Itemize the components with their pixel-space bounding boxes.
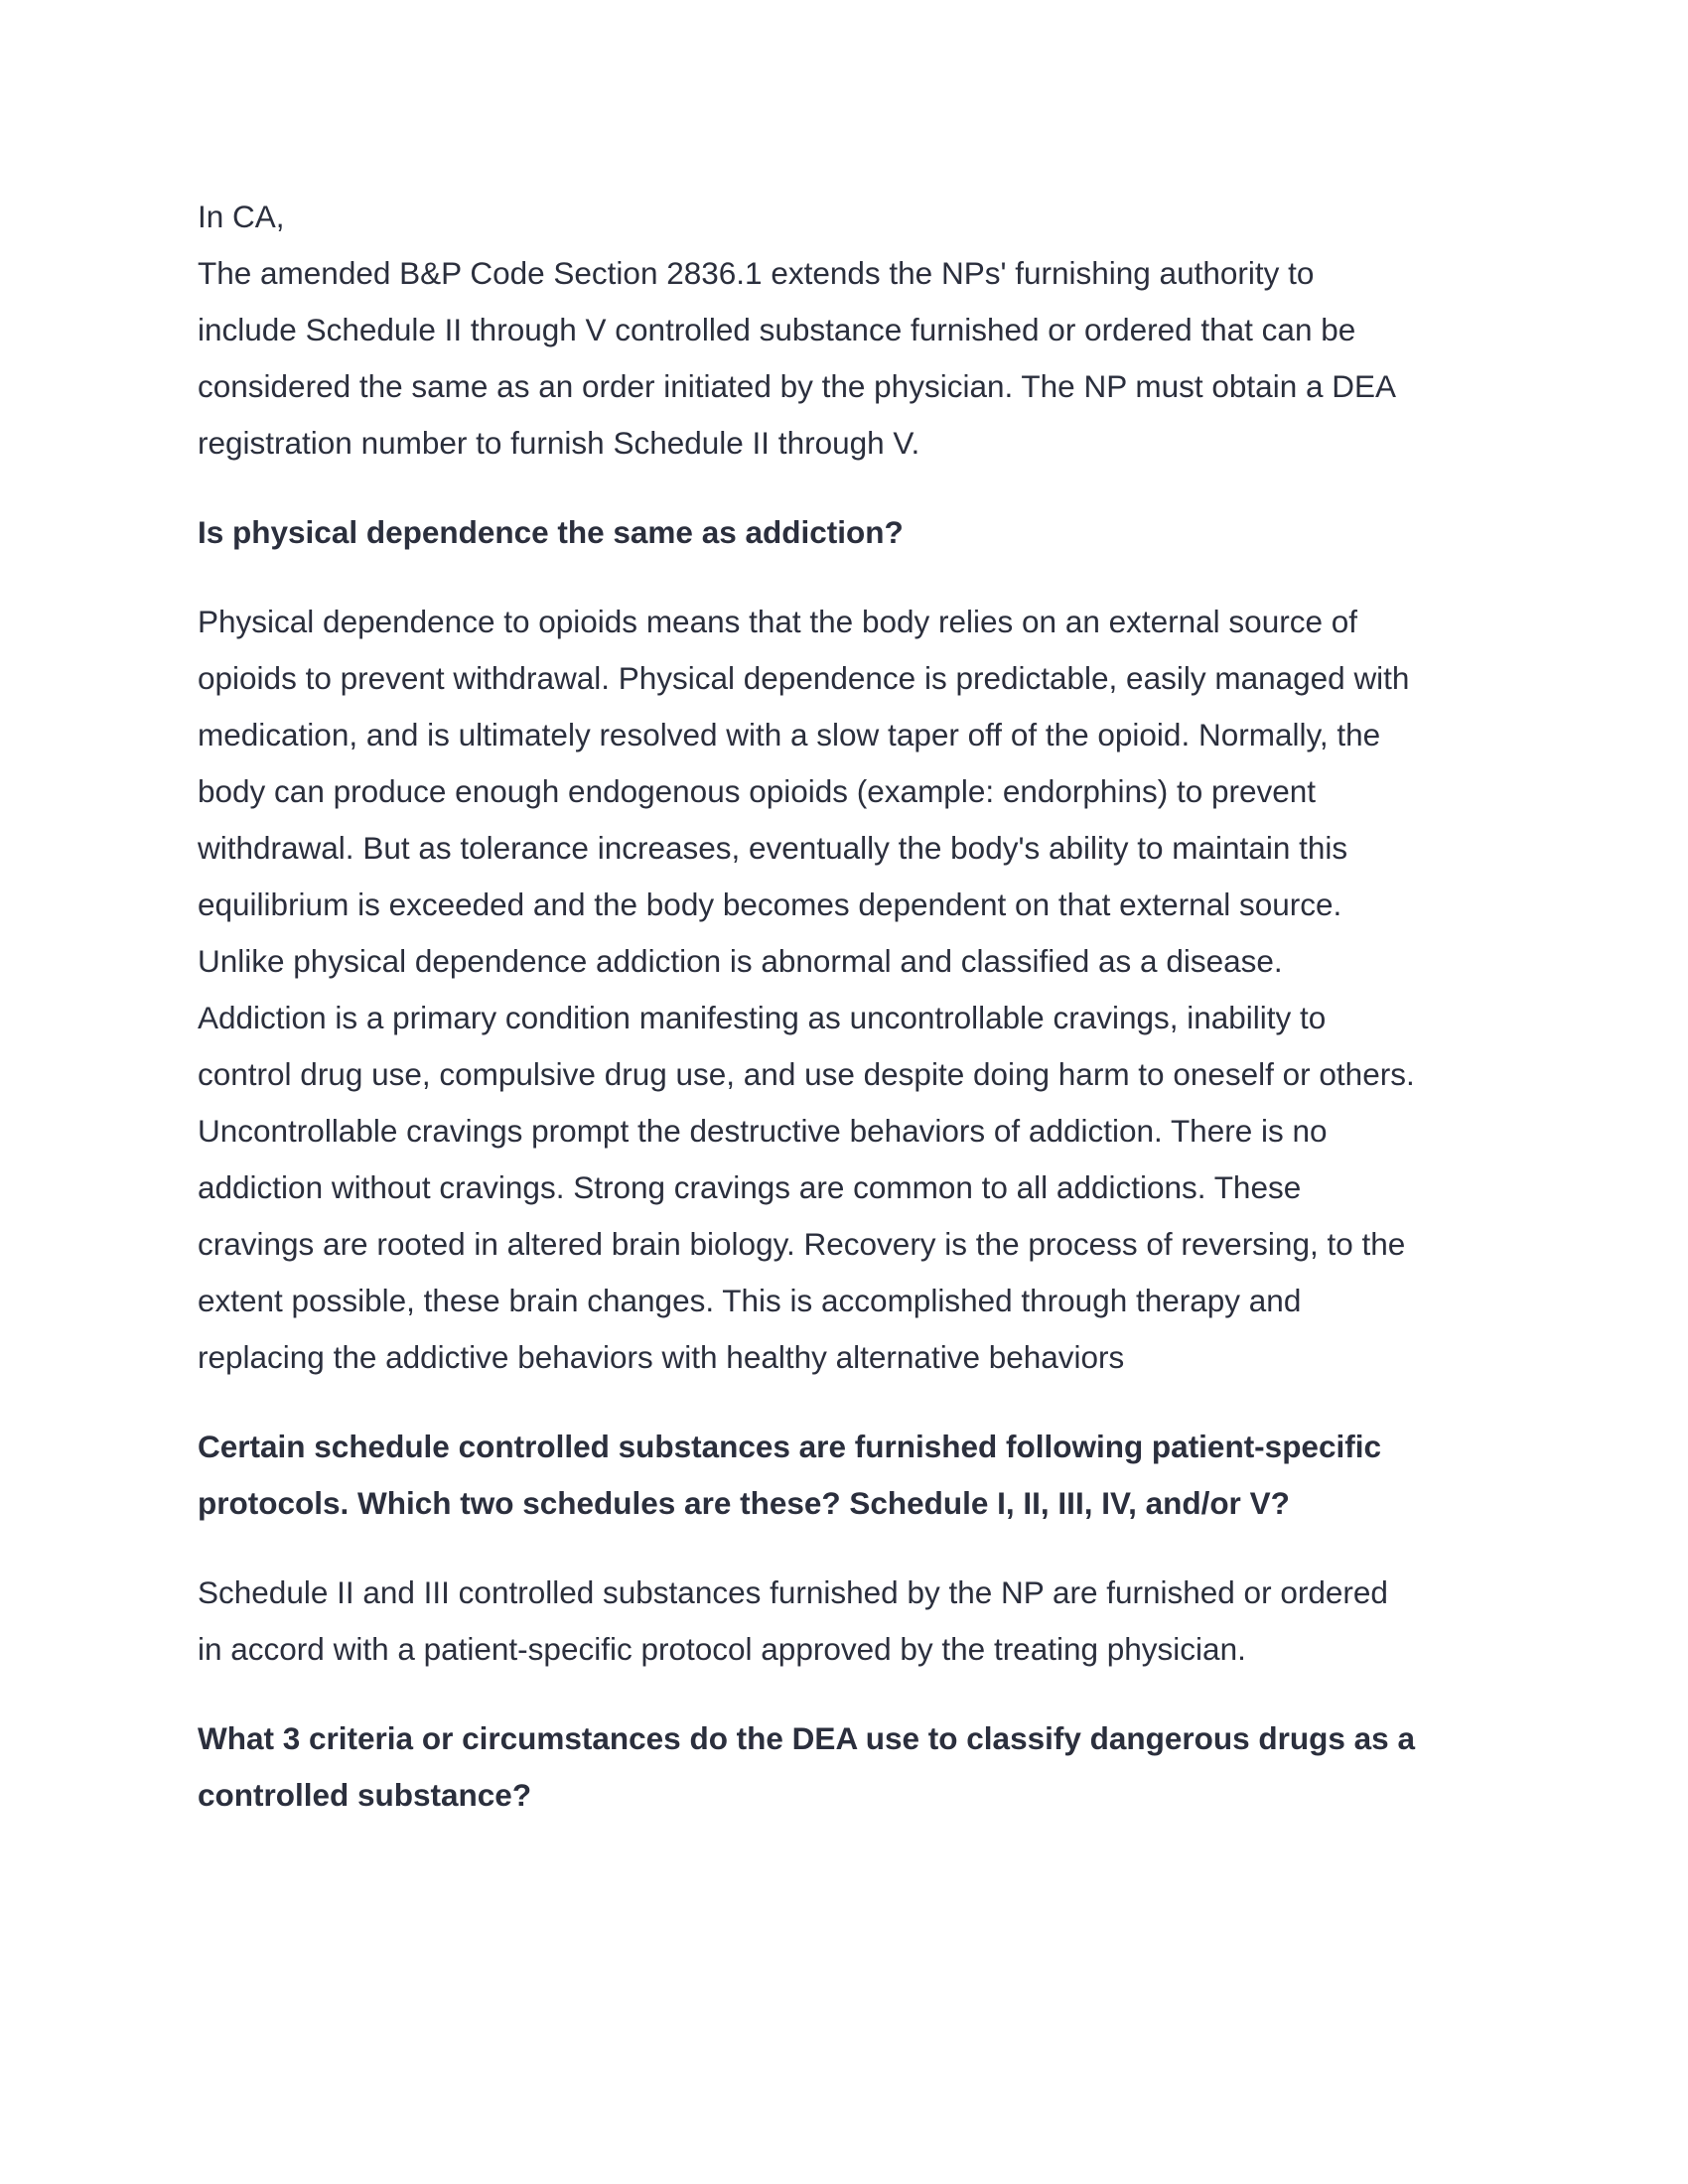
text-line: protocols. Which two schedules are these? Schedule I, II, III, IV, and/or V? bbox=[198, 1485, 1290, 1521]
text-line: controlled substance? bbox=[198, 1777, 532, 1813]
text-line: in accord with a patient-specific protocol approved by the treating physician. bbox=[198, 1631, 1246, 1667]
text-line: body can produce enough endogenous opioids (example: endorphins) to prevent bbox=[198, 773, 1317, 809]
question-heading bbox=[198, 1419, 1528, 1532]
text-line: medication, and is ultimately resolved with a slow taper off of the opioid. Normally, the bbox=[198, 717, 1381, 752]
text-line: replacing the addictive behaviors with healthy alternative behaviors bbox=[198, 1339, 1125, 1375]
text-line: The amended B&P Code Section 2836.1 extends the NPs' furnishing authority to bbox=[198, 255, 1315, 291]
text-line: addiction without cravings. Strong cravings are common to all addictions. These bbox=[198, 1169, 1302, 1205]
text-line: cravings are rooted in altered brain biology. Recovery is the process of reversing, to the bbox=[198, 1226, 1406, 1262]
intro-paragraph bbox=[198, 189, 1528, 472]
text-line: control drug use, compulsive drug use, and use despite doing harm to oneself or others. bbox=[198, 1056, 1415, 1092]
text-line: Is physical dependence the same as addiction? bbox=[198, 514, 904, 550]
text-line: Uncontrollable cravings prompt the destructive behaviors of addiction. There is no bbox=[198, 1113, 1328, 1149]
text-line: Schedule II and III controlled substances furnished by the NP are furnished or ordered bbox=[198, 1574, 1388, 1610]
text-line: Addiction is a primary condition manifesting as uncontrollable cravings, inability to bbox=[198, 1000, 1327, 1035]
answer-paragraph bbox=[198, 1565, 1528, 1678]
text-line: Certain schedule controlled substances are furnished following patient-specific bbox=[198, 1429, 1381, 1464]
answer-paragraph bbox=[198, 594, 1528, 1386]
text-line: registration number to furnish Schedule II through V. bbox=[198, 425, 920, 461]
document-page bbox=[198, 189, 1528, 1856]
text-line: Physical dependence to opioids means that the body relies on an external source of bbox=[198, 604, 1357, 639]
text-line: extent possible, these brain changes. This is accomplished through therapy and bbox=[198, 1283, 1302, 1318]
text-line: withdrawal. But as tolerance increases, eventually the body's ability to maintain this bbox=[198, 830, 1348, 866]
text-line: opioids to prevent withdrawal. Physical dependence is predictable, easily managed with bbox=[198, 660, 1410, 696]
text-line: equilibrium is exceeded and the body becomes dependent on that external source. bbox=[198, 887, 1342, 922]
text-line: Unlike physical dependence addiction is abnormal and classified as a disease. bbox=[198, 943, 1283, 979]
question-heading bbox=[198, 504, 1528, 561]
text-line: What 3 criteria or circumstances do the DEA use to classify dangerous drugs as a bbox=[198, 1720, 1415, 1756]
text-line: In CA, bbox=[198, 199, 285, 234]
text-line: include Schedule II through V controlled substance furnished or ordered that can be bbox=[198, 312, 1356, 347]
text-line: considered the same as an order initiated by the physician. The NP must obtain a DEA bbox=[198, 368, 1397, 404]
question-heading bbox=[198, 1710, 1528, 1824]
